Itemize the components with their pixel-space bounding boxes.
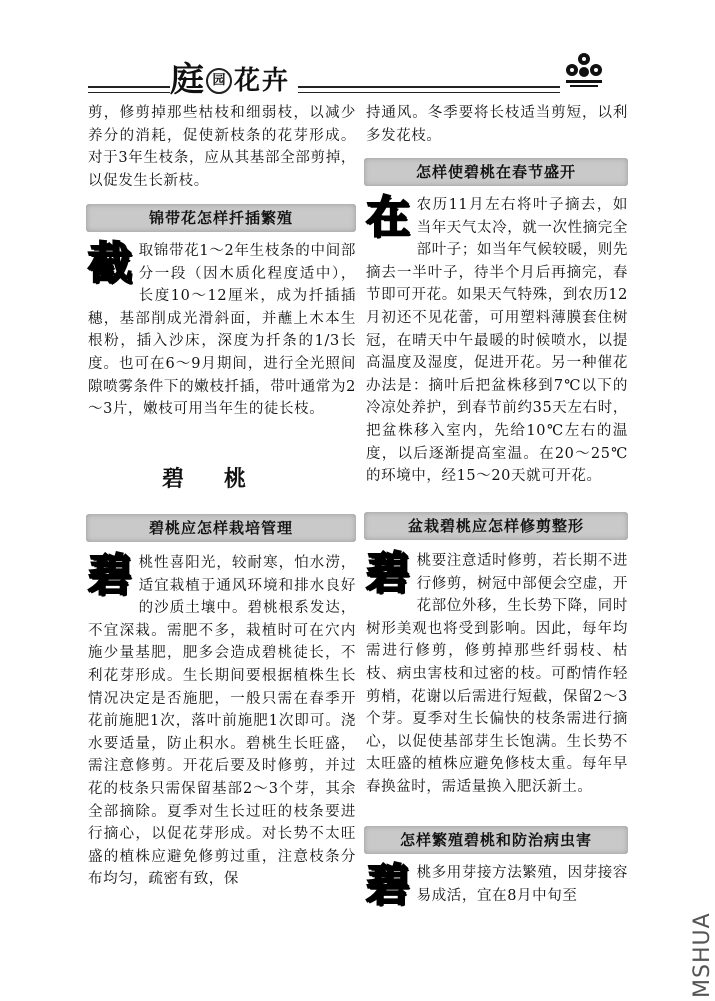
right-box-spring: 怎样使碧桃在春节盛开: [364, 158, 628, 186]
header-rule-right: [298, 86, 560, 88]
right-box-pruning: 盆栽碧桃应怎样修剪整形: [364, 512, 628, 540]
left-para-cultivation: [88, 552, 356, 891]
left-intro-text: 剪，修剪掉那些枯枝和细弱枝，以减少养分的消耗，促使新枝条的花芽形成。对于3年生枝条，应从其基部全部剪掉，以促发生长新枝。: [88, 105, 356, 189]
watermark: MSHUA: [690, 912, 715, 998]
header-rule-left-thin: [88, 92, 170, 93]
header-rule-right-thin: [298, 92, 560, 93]
header-rule-left: [88, 86, 170, 88]
right-para-propagation: [366, 860, 629, 911]
left-intro: [88, 102, 356, 192]
dropcap-bi-1: 碧: [88, 550, 133, 601]
header-title-circle: 园: [206, 68, 232, 94]
left-para-cultivation-text: 桃性喜阳光，较耐寒，怕水涝，适宜栽植于通风环境和排水良好的沙质土壤中。碧桃根系发达，不宜深栽。需肥不多，栽植时可在穴内施少量基肥，肥多会造成碧桃徒长，不利花芽形成。生长期间要根据植株生长情况决定是否施肥，一般只需在春季开花前施肥1次，落叶前施肥1次即可。浇水要适量，防止积水。碧桃生长旺盛，需注意修剪。开花后要及时修剪，并过花的枝条只需保留基部2～3个芽，其余全部摘除。夏季对生长过旺的枝条要进行摘心，以促花芽形成。对长势不太旺盛的植株应避免修剪过重，注意枝条分布均匀，疏密有致，保: [88, 555, 356, 888]
left-para-cutting-text: 取锦带花1～2年生枝条的中间部分一段（因木质化程度适中），长度10～12厘米，成为扦插插穗，基部削成光滑斜面，并蘸上木本生根粉，插入沙床，深度为扦条的1/3长度。也可在6～9月期间，进行全光照间隙喷雾条件下的嫩枝扦插，带叶通常为2～3片，嫩枝可用当年生的徒长枝。: [88, 243, 356, 418]
dropcap-zai: 在: [366, 192, 411, 243]
right-para-pruning: [366, 550, 628, 799]
right-intro: [366, 102, 628, 147]
right-box-propagation: 怎样繁殖碧桃和防治病虫害: [364, 826, 628, 854]
left-para-cutting: [88, 240, 356, 421]
flower-logo-icon: [562, 50, 606, 90]
right-para-spring: [366, 194, 628, 488]
header-title-main: 庭: [170, 60, 204, 100]
dropcap-jie: 截: [88, 238, 133, 289]
left-box-cutting: 锦带花怎样扦插繁殖: [86, 204, 356, 232]
header-title-rest: 花卉: [234, 66, 291, 96]
section-title-bitao: 碧桃: [162, 467, 287, 492]
right-intro-text: 持通风。冬季要将长枝适当剪短，以利多发花枝。: [366, 105, 628, 144]
dropcap-bi-2: 碧: [366, 548, 411, 599]
right-para-pruning-text: 桃要注意适时修剪，若长期不进行修剪，树冠中部便会空虚，开花部位外移，生长势下降，同时树形美观也将受到影响。因此，每年均需进行修剪，修剪掉那些纤弱枝、枯枝、病虫害枝和过密的枝。可酌情作轻剪梢，花谢以后需进行短截，保留2～3个芽。夏季对生长偏快的枝条需进行摘心，以促使基部芽生长饱满。生长势不太旺盛的植株应避免修枝太重。每年早春换盆时，需适量换入肥沃新土。: [366, 553, 629, 795]
right-para-propagation-text: 桃多用芽接方法繁殖，因芽接容易成活，宜在8月中旬至: [416, 865, 629, 904]
dropcap-bi-3: 碧: [366, 860, 411, 911]
left-box-cultivation: 碧桃应怎样栽培管理: [86, 514, 356, 542]
right-para-spring-text: 农历11月左右将叶子摘去，如当年天气太冷，就一次性摘完全部叶子；如当年气候较暖，则先摘去一半叶子，待半个月后再摘完，春节即可开花。如果天气特殊，到农历12月初还不见花蕾，可用塑料薄膜套住树冠，在晴天中午最暖的时候喷水，以提高温度及湿度，促进开花。另一种催花办法是：摘叶后把盆株移到7℃以下的冷凉处养护，到春节前约35天左右时，把盆株移入室内，先给10℃左右的温度，以后逐渐提高室温。在20～25℃的环境中，经15～20天就可开花。: [366, 197, 629, 485]
